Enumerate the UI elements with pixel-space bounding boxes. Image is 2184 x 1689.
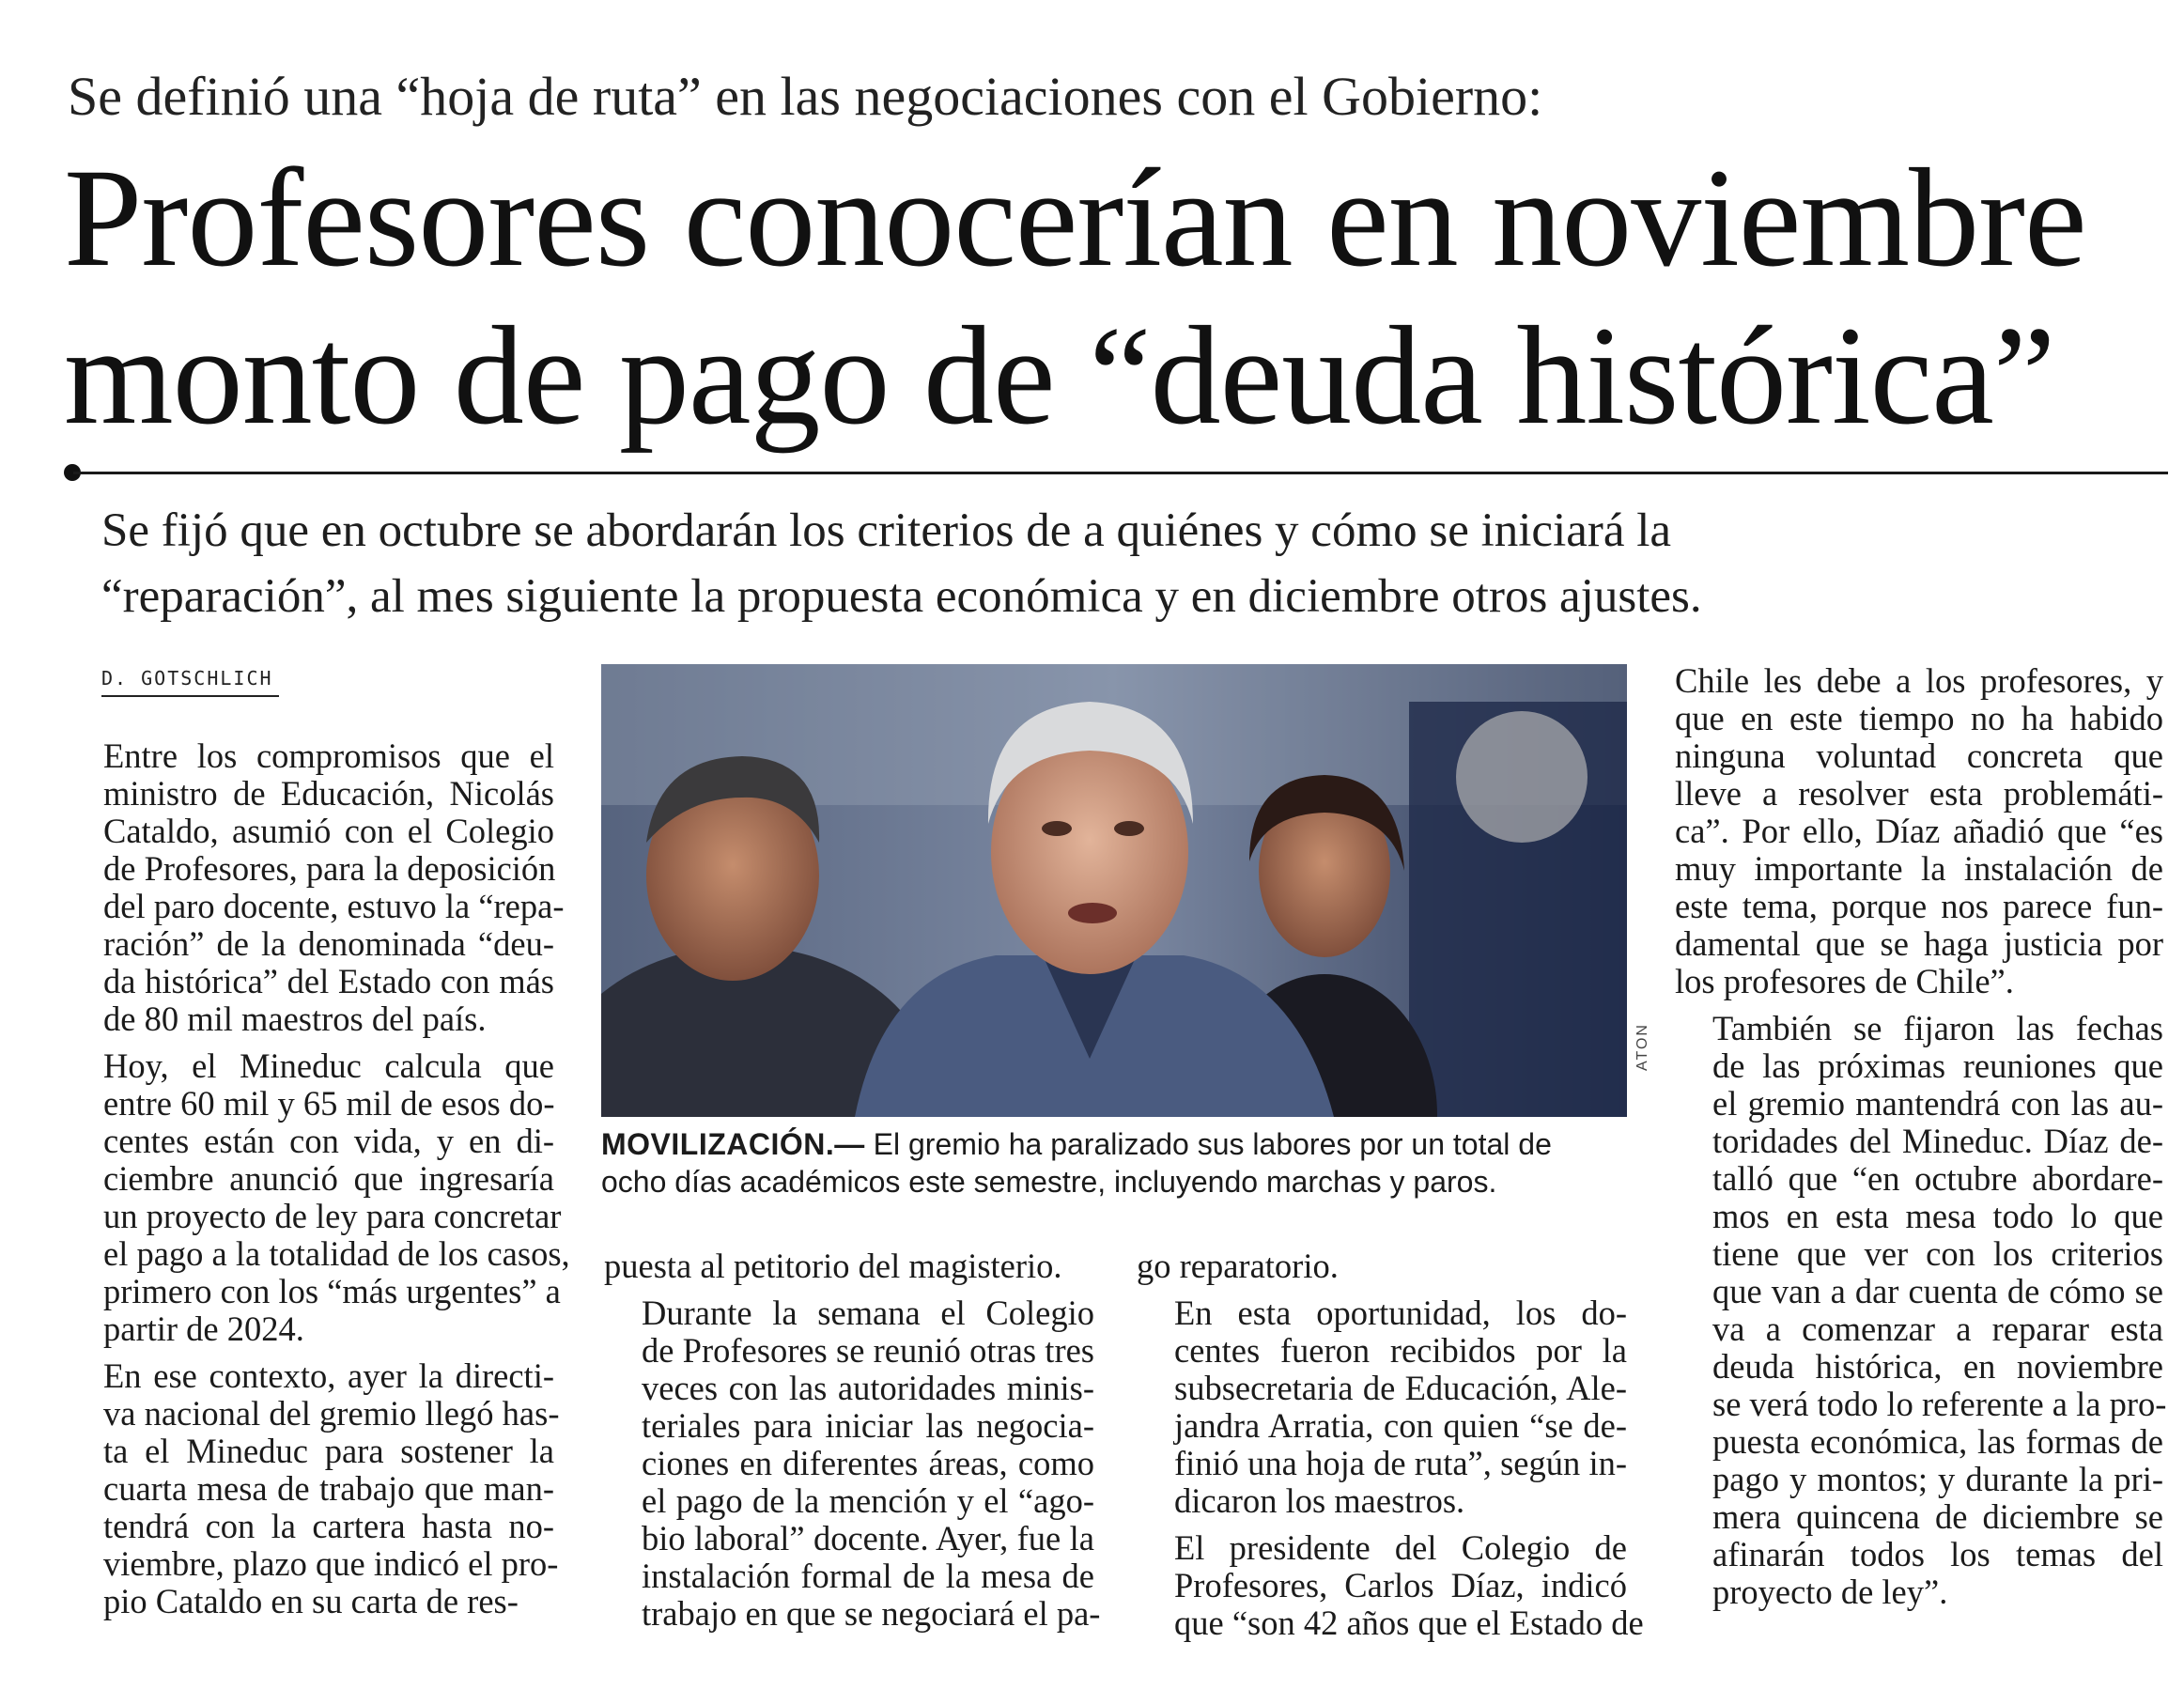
body-column-1 — [66, 736, 570, 1620]
text-line: teriales para iniciar las negocia- — [642, 1406, 1094, 1445]
paragraph — [1675, 662, 2163, 1000]
text-line: dicaron los maestros. — [1174, 1481, 1465, 1520]
text-line: de 80 mil maestros del país. — [103, 999, 487, 1038]
text-line: de Profesores se reunió otras tres — [642, 1331, 1094, 1370]
byline: D. GOTSCHLICH — [101, 667, 279, 697]
text-line: jandra Arratia, con quien “se de- — [1174, 1406, 1627, 1445]
text-line: se verá todo lo referente a la pro- — [1712, 1385, 2167, 1423]
text-line: el pago de la mención y el “ago- — [642, 1481, 1094, 1520]
text-line: trabajo en que se negociará el pa- — [642, 1594, 1101, 1633]
text-line: afinarán todos los temas del — [1712, 1535, 2163, 1573]
headline-line: monto de pago de “deuda histórica” — [64, 298, 2055, 454]
text-line: ciembre anunció que ingresaría — [103, 1159, 554, 1198]
paragraph — [66, 736, 565, 1038]
deck-line: Se fijó que en octubre se abordarán los criterios de a quiénes y cómo se iniciará la — [101, 504, 1672, 557]
paragraph — [66, 1046, 570, 1348]
article-kicker: Se definió una “hoja de ruta” en las negociaciones con el Gobierno: — [68, 66, 1543, 127]
text-line: subsecretaria de Educación, Ale- — [1174, 1369, 1627, 1407]
text-line: Hoy, el Mineduc calcula que — [103, 1046, 554, 1085]
text-line: Durante la semana el Colegio — [642, 1294, 1094, 1332]
paragraph — [1675, 1009, 2167, 1611]
text-line: primero con los “más urgentes” a — [103, 1272, 561, 1310]
text-line: los profesores de Chile”. — [1675, 962, 2014, 1000]
text-line: ciones en diferentes áreas, como — [642, 1444, 1094, 1482]
text-line: que “son 42 años que el Estado de — [1174, 1604, 1644, 1642]
text-line: del paro docente, estuvo la “repa- — [103, 887, 565, 925]
text-line: También se fijaron las fechas — [1712, 1009, 2163, 1047]
text-line: centes fueron recibidos por la — [1174, 1331, 1627, 1370]
text-line: veces con las autoridades minis- — [642, 1369, 1094, 1407]
text-line: deuda histórica, en noviembre — [1712, 1347, 2163, 1386]
text-line: de las próximas reuniones que — [1712, 1046, 2163, 1085]
article-headline — [64, 139, 2159, 455]
text-line: viembre, plazo que indicó el pro- — [103, 1544, 559, 1583]
text-line: el gremio mantendrá con las au- — [1712, 1084, 2163, 1123]
text-line: centes están con vida, y en di- — [103, 1122, 554, 1160]
text-line: ca”. Por ello, Díaz añadió que “es — [1675, 812, 2163, 850]
text-line: mera quincena de diciembre se — [1712, 1497, 2163, 1536]
text-line: pago y montos; y durante la pri- — [1712, 1460, 2163, 1498]
headline-line: Profesores conocerían en noviembre — [64, 140, 2086, 296]
text-line: tendrá con la cartera hasta no- — [103, 1507, 554, 1545]
text-line: damental que se haga justicia por — [1675, 924, 2163, 963]
text-line: instalación formal de la mesa de — [642, 1557, 1094, 1595]
text-line: Cataldo, asumió con el Colegio — [103, 812, 554, 850]
text-line: tiene que ver con los criterios — [1712, 1234, 2163, 1273]
text-line: va a comenzar a reparar esta — [1712, 1309, 2163, 1348]
paragraph — [604, 1247, 1094, 1285]
text-line: go reparatorio. — [1137, 1247, 1339, 1285]
photo-caption — [601, 1125, 1627, 1201]
text-line: puesta al petitorio del magisterio. — [604, 1247, 1062, 1285]
text-line: el pago a la totalidad de los casos, — [103, 1234, 570, 1273]
paragraph — [1137, 1294, 1627, 1520]
text-line: Chile les debe a los profesores, y — [1675, 661, 2163, 700]
text-line: de Profesores, para la deposición — [103, 849, 556, 888]
photo-image — [601, 664, 1627, 1117]
paragraph — [1137, 1247, 1627, 1285]
headline-divider — [73, 472, 2168, 474]
article-photo — [601, 664, 1627, 1117]
text-line: va nacional del gremio llegó has- — [103, 1394, 560, 1433]
body-column-4 — [1675, 661, 2167, 1611]
paragraph — [1137, 1528, 1644, 1642]
photo-credit: ATON — [1634, 1023, 1650, 1071]
deck-line: “reparación”, al mes siguiente la propuesta económica y en diciembre otros ajustes. — [101, 570, 1702, 623]
text-line: entre 60 mil y 65 mil de esos do- — [103, 1084, 555, 1123]
text-line: ministro de Educación, Nicolás — [103, 774, 554, 813]
text-line: partir de 2024. — [103, 1309, 304, 1348]
text-line: mos en esta mesa todo lo que — [1712, 1197, 2163, 1235]
text-line: talló que “en octubre abordare- — [1712, 1159, 2163, 1198]
text-line: finió una hoja de ruta”, según in- — [1174, 1444, 1627, 1482]
text-line: que en este tiempo no ha habido — [1675, 699, 2163, 737]
text-line: El presidente del Colegio de — [1174, 1528, 1627, 1567]
paragraph — [604, 1294, 1101, 1633]
body-column-3 — [1137, 1247, 1644, 1642]
text-line: ración” de la denominada “deu- — [103, 924, 554, 963]
paragraph — [66, 1356, 560, 1620]
text-line: toridades del Mineduc. Díaz de- — [1712, 1122, 2163, 1160]
text-line: lleve a resolver esta problemáti- — [1675, 774, 2163, 813]
text-line: cuarta mesa de trabajo que man- — [103, 1469, 554, 1508]
body-column-2 — [604, 1247, 1101, 1633]
caption-text-line-2: ocho días académicos este semestre, incluyendo marchas y paros. — [601, 1165, 1497, 1199]
text-line: En ese contexto, ayer la directi- — [103, 1356, 554, 1395]
text-line: un proyecto de ley para concretar — [103, 1197, 562, 1235]
text-line: Entre los compromisos que el — [103, 736, 554, 775]
text-line: bio laboral” docente. Ayer, fue la — [642, 1519, 1094, 1557]
text-line: En esta oportunidad, los do- — [1174, 1294, 1627, 1332]
text-line: da histórica” del Estado con más — [103, 962, 554, 1000]
caption-lead: MOVILIZACIÓN.— — [601, 1127, 865, 1161]
text-line: ninguna voluntad concreta que — [1675, 736, 2163, 775]
text-line: proyecto de ley”. — [1712, 1573, 1948, 1611]
text-line: ta el Mineduc para sostener la — [103, 1432, 554, 1470]
text-line: que van a dar cuenta de cómo se — [1712, 1272, 2163, 1310]
text-line: este tema, porque nos parece fun- — [1675, 887, 2163, 925]
text-line: puesta económica, las formas de — [1712, 1422, 2163, 1461]
text-line: pio Cataldo en su carta de res- — [103, 1582, 519, 1620]
text-line: muy importante la instalación de — [1675, 849, 2163, 888]
caption-text: El gremio ha paralizado sus labores por un total de — [864, 1127, 1552, 1161]
text-line: Profesores, Carlos Díaz, indicó — [1174, 1566, 1627, 1604]
article-deck — [101, 498, 2159, 629]
